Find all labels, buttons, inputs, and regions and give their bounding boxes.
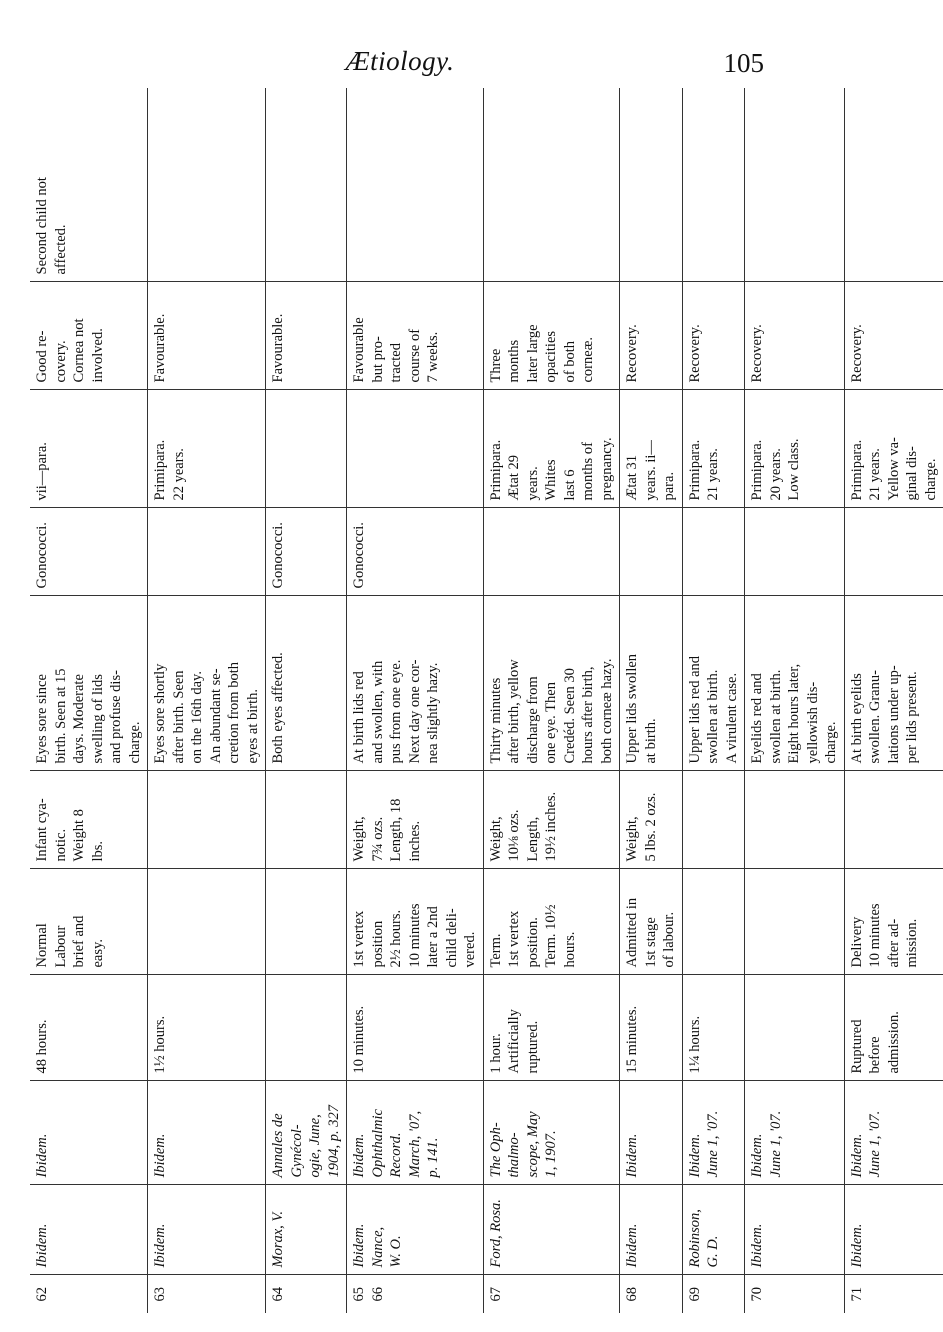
cell-line: 48 hours.: [34, 1019, 50, 1074]
result-cell: [682, 282, 745, 390]
cell-line: lations under up-: [885, 665, 902, 764]
condition-cell: [30, 596, 148, 771]
cell-line: charge.: [823, 721, 839, 764]
authority-cell: [347, 1185, 484, 1275]
duration-cell: [347, 975, 484, 1081]
cell-line: Upper lids swollen: [624, 653, 640, 764]
cell-line: Ibidem.: [749, 1133, 765, 1178]
cell-line: 10 minutes: [867, 903, 883, 968]
case-number-cell: 63: [148, 1275, 266, 1313]
cell-line: Ætat 31: [624, 454, 640, 501]
cell-line: Primipara.: [749, 439, 765, 501]
case-number-cell: 65 66: [347, 1275, 484, 1313]
cell-line: 19½ inches.: [543, 791, 559, 862]
cell-line: 10 minutes.: [351, 1005, 367, 1074]
cell-line: Robinson,: [686, 1209, 703, 1268]
cell-line: Ibidem.: [848, 1133, 865, 1178]
table-row: [682, 88, 745, 1313]
duration-cell: [266, 975, 347, 1081]
reference-cell: [30, 1081, 148, 1185]
cell-line: Annales de: [270, 1113, 286, 1178]
cell-line: easy.: [89, 939, 106, 968]
cell-line: corneæ.: [580, 337, 596, 383]
cell-line: 1st vertex: [351, 910, 367, 968]
organism-cell: [483, 508, 620, 596]
cell-line: Favourable: [351, 317, 367, 383]
case-number-cell: 69: [682, 1275, 745, 1313]
cell-line: ogie, June,: [307, 1114, 323, 1178]
reference-cell: [483, 1081, 620, 1185]
condition-cell: [266, 596, 347, 771]
reference-cell: [844, 1081, 943, 1185]
labour-cell: [844, 869, 943, 975]
authority-cell: [266, 1185, 347, 1275]
cell-line: Ibidem.: [749, 1223, 765, 1268]
cell-line: Eyes sore since: [34, 674, 50, 764]
case-number-cell: 62: [30, 1275, 148, 1313]
cell-line: Weight,: [624, 816, 640, 862]
result-cell: [844, 282, 943, 390]
organism-cell: [844, 508, 943, 596]
result-cell: [620, 282, 683, 390]
cell-line: Next day one cor-: [406, 659, 423, 764]
cell-line: but pro-: [369, 336, 386, 383]
cell-line: charge.: [126, 721, 143, 764]
mother-cell: [30, 390, 148, 508]
condition-cell: [682, 596, 745, 771]
cell-line: Ibidem.: [624, 1133, 640, 1178]
cell-line: discharge from: [524, 676, 541, 764]
cell-line: 7 weeks.: [425, 331, 441, 383]
cell-line: A virulent case.: [723, 672, 740, 764]
cell-line: Recovery.: [686, 324, 703, 383]
cell-line: ginal dis-: [904, 446, 920, 501]
cell-line: vii—para.: [34, 442, 50, 501]
labour-cell: [682, 869, 745, 975]
condition-cell: [844, 596, 943, 771]
cell-line: Whites: [543, 459, 559, 501]
condition-cell: [483, 596, 620, 771]
rotated-table-container: [30, 88, 939, 1313]
mother-cell: [844, 390, 943, 508]
cell-line: 1½ hours.: [152, 1015, 168, 1074]
remarks-cell: [682, 88, 745, 282]
cell-line: Length, 18: [388, 798, 404, 862]
cell-line: ruptured.: [524, 1020, 541, 1074]
cell-line: of both: [561, 341, 578, 383]
cell-line: Good re-: [34, 330, 50, 383]
cell-line: Ibidem.: [351, 1223, 367, 1268]
cell-line: March, '07,: [406, 1110, 423, 1178]
mother-cell: [682, 390, 745, 508]
infant-cell: [266, 771, 347, 869]
reference-cell: [347, 1081, 484, 1185]
cell-line: at birth.: [642, 718, 659, 764]
cell-line: one eye. Then: [543, 682, 559, 764]
cell-line: Labour: [52, 925, 69, 968]
reference-cell: [266, 1081, 347, 1185]
cell-line: lbs.: [89, 840, 106, 862]
cell-line: months of: [580, 442, 596, 501]
cell-line: 1, 1907.: [543, 1130, 559, 1178]
cell-line: hours.: [561, 931, 578, 968]
case-number-cell: 64: [266, 1275, 347, 1313]
condition-cell: [347, 596, 484, 771]
cell-line: 1904, p. 327: [325, 1105, 342, 1178]
cell-line: Eyelids red and: [749, 673, 765, 764]
cell-line: yellowish dis-: [804, 681, 821, 764]
organism-cell: [148, 508, 266, 596]
table-row: [844, 88, 943, 1313]
cell-line: nea slightly hazy.: [425, 662, 441, 764]
cell-line: 1st vertex: [506, 910, 522, 968]
cell-line: covery.: [52, 340, 69, 383]
cell-line: Ibidem.: [848, 1223, 865, 1268]
cell-line: Primipara.: [686, 439, 703, 501]
cell-line: and profuse dis-: [108, 670, 124, 764]
infant-cell: [745, 771, 845, 869]
cell-line: Ibidem.: [686, 1133, 703, 1178]
cell-line: pregnancy.: [598, 437, 615, 501]
cell-line: Delivery: [848, 916, 865, 968]
page-number: 105: [723, 48, 764, 78]
authority-cell: [30, 1185, 148, 1275]
cell-line: Ibidem.: [34, 1223, 50, 1268]
cell-line: position.: [524, 917, 541, 968]
cell-line: Recovery.: [848, 324, 865, 383]
authority-cell: [844, 1185, 943, 1275]
cell-line: Ophthalmic: [369, 1109, 386, 1178]
cell-line: Three: [487, 348, 504, 383]
case-number-cell: 70: [745, 1275, 845, 1313]
cell-line: June 1, '07.: [867, 1110, 883, 1178]
cell-line: Eyes sore shortly: [152, 663, 168, 764]
condition-cell: [148, 596, 266, 771]
cell-line: 20 years.: [767, 448, 784, 501]
cell-line: 1 hour.: [487, 1033, 504, 1074]
cell-line: last 6: [561, 469, 578, 501]
cell-line: Admitted in: [624, 897, 640, 968]
cell-line: 21 years.: [705, 448, 721, 501]
table-body: [30, 88, 943, 1313]
result-cell: [347, 282, 484, 390]
cell-line: Recovery.: [749, 324, 765, 383]
cell-line: hours after birth,: [580, 666, 596, 764]
labour-cell: [483, 869, 620, 975]
infant-cell: [483, 771, 620, 869]
remarks-cell: [483, 88, 620, 282]
cell-line: G. D.: [705, 1235, 721, 1268]
cell-line: An abundant se-: [207, 668, 224, 764]
cell-line: Weight,: [487, 816, 504, 862]
cell-line: Ibidem.: [34, 1133, 50, 1178]
cell-line: involved.: [89, 328, 106, 383]
infant-cell: [148, 771, 266, 869]
remarks-cell: [30, 88, 148, 282]
cell-line: vered.: [462, 931, 478, 968]
cell-line: 2½ hours.: [388, 909, 404, 968]
case-number-cell: 68: [620, 1275, 683, 1313]
cell-line: p. 141.: [425, 1137, 441, 1178]
mother-cell: [745, 390, 845, 508]
cell-line: on the 16th day.: [189, 671, 205, 764]
duration-cell: [844, 975, 943, 1081]
cell-line: notic.: [52, 828, 69, 862]
cell-line: later a 2nd: [425, 906, 441, 968]
infant-cell: [682, 771, 745, 869]
cell-line: 10 minutes: [406, 903, 423, 968]
cell-line: Length,: [524, 816, 541, 862]
cell-line: years.: [524, 466, 541, 501]
cell-line: At birth lids red: [351, 671, 367, 764]
table-row: [347, 88, 484, 1313]
cell-line: Primipara.: [152, 439, 168, 501]
remarks-cell: [347, 88, 484, 282]
case-number-cell: 71: [844, 1275, 943, 1313]
cell-line: scope, May: [524, 1111, 541, 1178]
organism-cell: [620, 508, 683, 596]
reference-cell: [682, 1081, 745, 1185]
cell-line: Low class.: [786, 438, 802, 501]
cell-line: Ibidem.: [351, 1133, 367, 1178]
cell-line: eyes at birth.: [244, 689, 261, 764]
cell-line: days. Moderate: [71, 674, 87, 764]
cell-line: admission.: [885, 1011, 902, 1074]
cell-line: Recovery.: [624, 324, 640, 383]
remarks-cell: [745, 88, 845, 282]
duration-cell: [745, 975, 845, 1081]
cell-line: and swollen, with: [369, 660, 386, 764]
cell-line: charge.: [922, 458, 939, 501]
cell-line: Gynécol-: [288, 1124, 305, 1178]
duration-cell: [483, 975, 620, 1081]
infant-cell: [347, 771, 484, 869]
cell-line: 7¾ ozs.: [369, 816, 386, 862]
cell-line: mission.: [904, 918, 920, 968]
cell-line: Ibidem.: [624, 1223, 640, 1268]
cell-line: affected.: [52, 224, 69, 275]
cell-line: Cornea not: [71, 318, 87, 383]
infant-cell: [30, 771, 148, 869]
cell-line: Ruptured: [848, 1019, 865, 1074]
cell-line: Primipara.: [487, 439, 504, 501]
cell-line: months: [506, 339, 522, 383]
cell-line: Eight hours later,: [786, 663, 802, 764]
cell-line: June 1, '07.: [705, 1110, 721, 1178]
labour-cell: [745, 869, 845, 975]
cell-line: Term.: [487, 933, 504, 968]
cell-line: opacities: [543, 330, 559, 383]
reference-cell: [620, 1081, 683, 1185]
cell-line: Gonococci.: [351, 522, 367, 589]
authority-cell: [148, 1185, 266, 1275]
cell-line: Term. 10½: [543, 904, 559, 968]
cell-line: June 1, '07.: [767, 1110, 784, 1178]
cell-line: before: [867, 1036, 883, 1074]
table-row: [620, 88, 683, 1313]
organism-cell: [682, 508, 745, 596]
organism-cell: [347, 508, 484, 596]
authority-cell: [682, 1185, 745, 1275]
cell-line: course of: [406, 328, 423, 383]
cell-line: Ford, Rosa.: [487, 1199, 504, 1268]
cell-line: Ætat 29: [506, 454, 522, 501]
table-row: [483, 88, 620, 1313]
cell-line: 1¼ hours.: [686, 1015, 703, 1074]
cell-line: years. ii—: [642, 440, 659, 501]
cell-line: thalmo-: [506, 1132, 522, 1178]
table-row: [148, 88, 266, 1313]
cell-line: swollen. Granu-: [867, 670, 883, 764]
cell-line: Primipara.: [848, 439, 865, 501]
cell-line: Ibidem.: [152, 1223, 168, 1268]
cell-line: para.: [661, 471, 677, 501]
result-cell: [148, 282, 266, 390]
cell-line: The Oph-: [487, 1122, 504, 1178]
cell-line: Morax, V.: [270, 1210, 286, 1268]
cell-line: 1st stage: [642, 917, 659, 968]
condition-cell: [620, 596, 683, 771]
cell-line: Weight 8: [71, 809, 87, 862]
cell-line: Both eyes affected.: [270, 652, 286, 764]
cell-line: Weight,: [351, 816, 367, 862]
cell-line: position: [369, 920, 386, 968]
reference-cell: [148, 1081, 266, 1185]
cell-line: Infant cya-: [34, 798, 50, 862]
cell-line: brief and: [71, 915, 87, 968]
infant-cell: [844, 771, 943, 869]
labour-cell: [347, 869, 484, 975]
cell-line: 15 minutes.: [624, 1005, 640, 1074]
cell-line: Upper lids red and: [686, 655, 703, 764]
duration-cell: [682, 975, 745, 1081]
cell-line: birth. Seen at 15: [52, 668, 69, 764]
cell-line: Favourable.: [152, 313, 168, 383]
cell-line: swelling of lids: [89, 674, 106, 764]
duration-cell: [620, 975, 683, 1081]
cell-line: Yellow va-: [885, 437, 902, 501]
cell-line: W. O.: [388, 1235, 404, 1268]
cell-line: At birth eyelids: [848, 673, 865, 764]
cell-line: swollen at birth.: [767, 669, 784, 764]
cell-line: both corneæ hazy.: [598, 658, 615, 764]
cell-line: swollen at birth.: [705, 669, 721, 764]
cell-line: later large: [524, 324, 541, 383]
running-title: Ætiology.: [345, 46, 455, 76]
cell-line: cretion from both: [226, 662, 242, 764]
case-number-cell: 67: [483, 1275, 620, 1313]
duration-cell: [148, 975, 266, 1081]
mother-cell: [483, 390, 620, 508]
organism-cell: [30, 508, 148, 596]
cell-line: 5 lbs. 2 ozs.: [642, 792, 659, 862]
cell-line: Record.: [388, 1132, 404, 1178]
cell-line: Gonococci.: [34, 522, 50, 589]
cell-line: Credéd. Seen 30: [561, 668, 578, 764]
duration-cell: [30, 975, 148, 1081]
remarks-cell: [266, 88, 347, 282]
result-cell: [266, 282, 347, 390]
labour-cell: [266, 869, 347, 975]
mother-cell: [148, 390, 266, 508]
mother-cell: [266, 390, 347, 508]
cell-line: 10⅛ ozs.: [506, 809, 522, 862]
result-cell: [745, 282, 845, 390]
organism-cell: [266, 508, 347, 596]
cell-line: tracted: [388, 343, 404, 383]
cell-line: after birth, yellow: [506, 659, 522, 764]
cases-table: [30, 88, 943, 1313]
cell-line: per lids present.: [904, 671, 920, 764]
cell-line: Normal: [34, 923, 50, 968]
mother-cell: [620, 390, 683, 508]
cell-line: Second child not: [34, 177, 50, 275]
authority-cell: [483, 1185, 620, 1275]
cell-line: 22 years.: [170, 448, 187, 501]
result-cell: [30, 282, 148, 390]
cell-line: after birth. Seen: [170, 670, 187, 764]
table-row: [266, 88, 347, 1313]
labour-cell: [620, 869, 683, 975]
authority-cell: [745, 1185, 845, 1275]
cell-line: 21 years.: [867, 448, 883, 501]
remarks-cell: [844, 88, 943, 282]
cell-line: Favourable.: [270, 313, 286, 383]
labour-cell: [148, 869, 266, 975]
cell-line: after ad-: [885, 918, 902, 968]
cell-line: Artificially: [506, 1009, 522, 1074]
authority-cell: [620, 1185, 683, 1275]
remarks-cell: [620, 88, 683, 282]
remarks-cell: [148, 88, 266, 282]
condition-cell: [745, 596, 845, 771]
table-row: [745, 88, 845, 1313]
cell-line: Nance,: [369, 1226, 386, 1268]
cell-line: child deli-: [443, 908, 460, 968]
mother-cell: [347, 390, 484, 508]
infant-cell: [620, 771, 683, 869]
page-header: [0, 0, 800, 90]
table-row: [30, 88, 148, 1313]
organism-cell: [745, 508, 845, 596]
labour-cell: [30, 869, 148, 975]
cell-line: Gonococci.: [270, 522, 286, 589]
cell-line: Ibidem.: [152, 1133, 168, 1178]
cell-line: of labour.: [661, 911, 677, 968]
cell-line: Thirty minutes: [487, 677, 504, 764]
result-cell: [483, 282, 620, 390]
cell-line: inches.: [406, 820, 423, 862]
reference-cell: [745, 1081, 845, 1185]
cell-line: pus from one eye.: [388, 659, 404, 764]
